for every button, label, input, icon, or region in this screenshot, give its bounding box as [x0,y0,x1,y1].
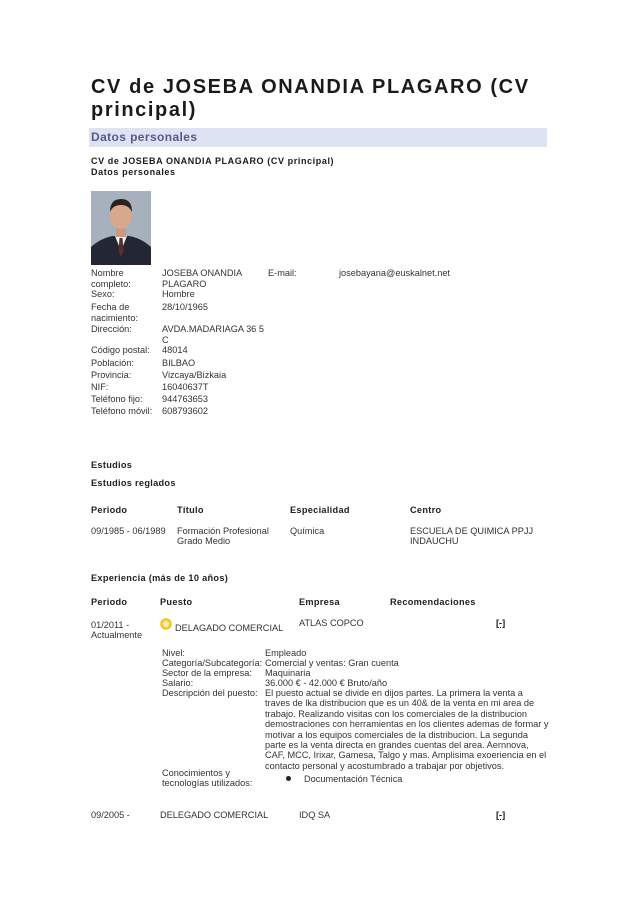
heading-estudios: Estudios [91,460,133,470]
col-exp-puesto: Puesto [160,597,193,607]
descripcion-line: CAF, MCC, Irixar, Gamesa, Talgo y mas. Amplisima exoeriencia en el [265,750,547,761]
descripcion-line: traves de lka distribucion que es un 40& de la venta en mi area de [265,698,535,709]
profile-photo [91,191,151,265]
job1-puesto: DELAGADO COMERCIAL [175,623,284,633]
label-sexo: Sexo: [91,289,115,299]
subheader-section: Datos personales [91,167,176,177]
descripcion-line: demostraciones con herramientas en los clientes ademas de formar y [265,719,549,730]
value-nacimiento: 28/10/1965 [162,302,208,312]
job1-sector-value: Maquinaria [265,668,311,678]
heading-estudios-reglados: Estudios reglados [91,478,176,488]
job1-empresa: ATLAS COPCO [299,618,364,628]
descripcion-line: motivar a los equipos comerciales de la distribucion. La segunda [265,729,529,740]
label-telefono-fijo: Teléfono fijo: [91,394,143,404]
job2-toggle-link[interactable]: [-] [496,810,506,820]
job1-descripcion-label: Descripción del puesto: [162,688,258,698]
label-nacimiento: Fecha de nacimiento: [91,302,138,323]
job2-puesto: DELEGADO COMERCIAL [160,810,269,820]
job1-toggle-link[interactable]: [-] [496,618,506,628]
job1-categoria-label: Categoría/Subcategoría: [162,658,263,668]
value-codigo-postal: 48014 [162,345,188,355]
bullet-icon [286,776,291,781]
col-exp-recomendaciones: Recomendaciones [390,597,476,607]
label-direccion: Dirección: [91,324,132,334]
descripcion-line: trabajo. Realizando visitas con los comerciales de la distribucion [265,708,527,719]
value-telefono-movil: 608793602 [162,406,208,416]
job1-periodo: 01/2011 - Actualmente [91,620,143,641]
subheader-cv-name: CV de JOSEBA ONANDIA PLAGARO (CV principal) [91,156,335,166]
job2-empresa: IDQ SA [299,810,331,820]
value-poblacion: BILBAO [162,358,196,368]
value-provincia: Vizcaya/Bizkaia [162,370,227,380]
estudio-especialidad: Química [290,526,325,536]
estudio-periodo: 09/1985 - 06/1989 [91,526,166,536]
descripcion-line: El puesto actual se divide en dijos partes. La primera la venta a [265,688,523,698]
value-email: josebayana@euskalnet.net [339,268,450,278]
col-exp-empresa: Empresa [299,597,340,607]
value-nombre: JOSEBA ONANDIA PLAGARO [162,268,242,289]
label-email: E-mail: [268,268,297,278]
job1-conocimientos-label: Conocimientos y tecnologías utilizados: [162,768,253,789]
estudio-centro: ESCUELA DE QUIMICA PPJJ INDAUCHU [410,526,534,547]
col-especialidad: Especialidad [290,505,350,515]
label-poblacion: Población: [91,358,134,368]
value-nif: 16040637T [162,382,209,392]
star-badge-icon [160,618,172,630]
label-nif: NIF: [91,382,109,392]
label-codigo-postal: Código postal: [91,345,150,355]
col-exp-periodo: Periodo [91,597,128,607]
value-sexo: Hombre [162,289,195,299]
page-title: CV de JOSEBA ONANDIA PLAGARO (CV principal) [91,76,530,121]
job1-nivel-label: Nivel: [162,648,185,658]
section-bar-personal [89,128,547,147]
col-centro: Centro [410,505,442,515]
job1-conocimiento-item: Documentación Técnica [304,774,403,784]
label-nombre: Nombre completo: [91,268,131,289]
job1-sector-label: Sector de la empresa: [162,668,252,678]
estudio-titulo: Formación Profesional Grado Medio [177,526,269,547]
job1-salario-label: Salario: [162,678,194,688]
job2-periodo: 09/2005 - [91,810,130,820]
profile-photo-image [91,191,151,265]
label-telefono-movil: Teléfono móvil: [91,406,153,416]
job1-categoria-value: Comercial y ventas: Gran cuenta [265,658,399,668]
job1-salario-value: 36.000 € - 42.000 € Bruto/año [265,678,388,688]
descripcion-line: parte es la venta directa en grandes cuentas del area. Aernnova, [265,740,529,751]
heading-experiencia: Experiencia (más de 10 años) [91,573,229,583]
value-direccion: AVDA.MADARIAGA 36 5 C [162,324,264,345]
value-telefono-fijo: 944763653 [162,394,208,404]
section-title-personal: Datos personales [91,130,198,144]
col-periodo: Periodo [91,505,128,515]
label-provincia: Provincia: [91,370,132,380]
descripcion-line: contacto personal y acostumbrado a trabajar por objetivos. [265,760,505,771]
col-titulo: Título [177,505,204,515]
job1-descripcion [265,688,555,771]
job1-nivel-value: Empleado [265,648,307,658]
